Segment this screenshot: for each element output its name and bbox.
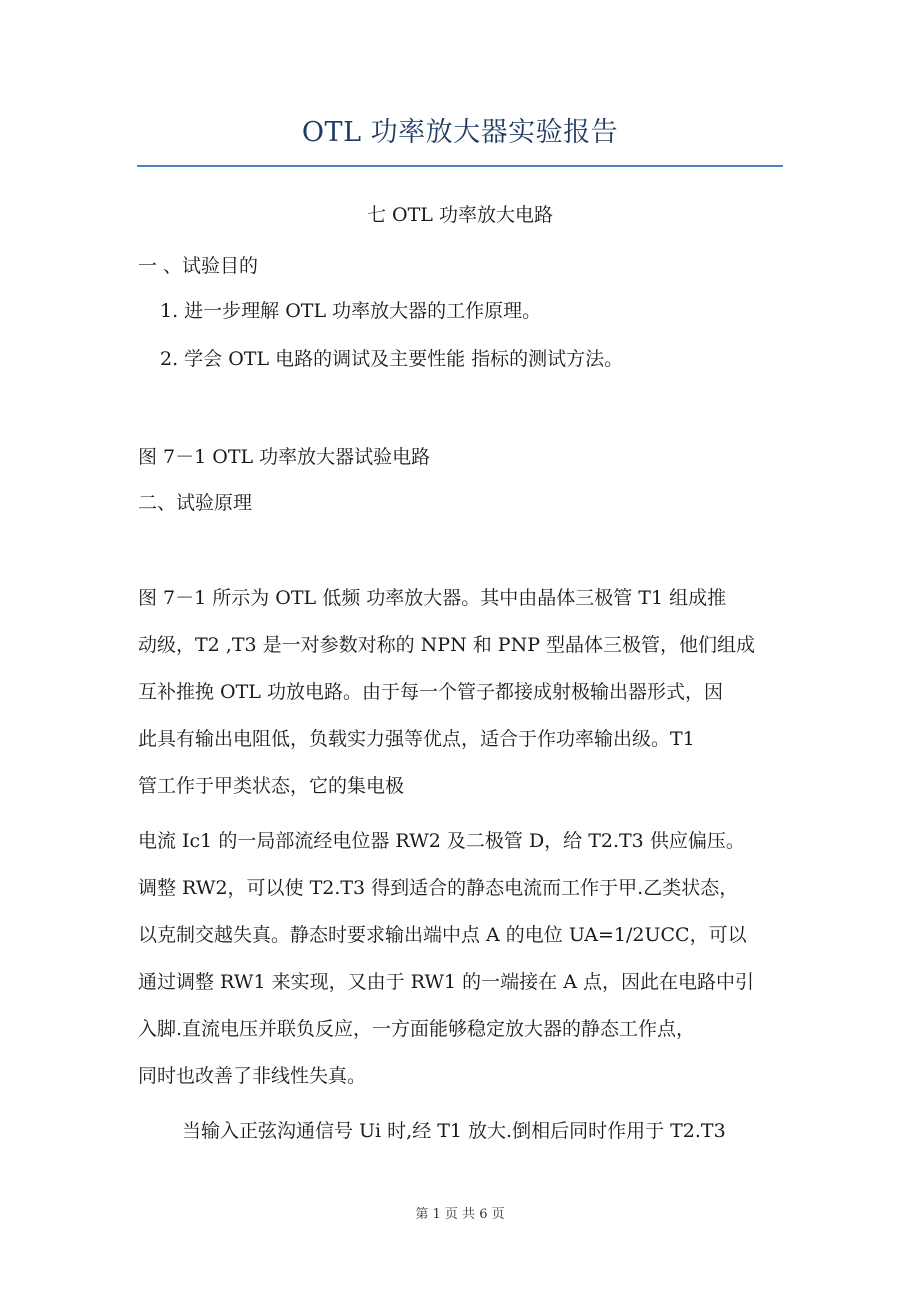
section-heading-principle: 二、试验原理	[138, 492, 253, 514]
title-underline-rule	[137, 165, 783, 167]
paragraph-1-line-1: 图 7－1 所示为 OTL 低频 功率放大器。其中由晶体三极管 T1 组成推	[138, 587, 727, 609]
paragraph-2-line-2: 调整 RW2，可以使 T2.T3 得到适合的静态电流而工作于甲.乙类状态，	[138, 877, 739, 899]
objective-item-2: 2. 学会 OTL 电路的调试及主要性能 指标的测试方法。	[160, 348, 624, 370]
objective-item-1: 1. 进一步理解 OTL 功率放大器的工作原理。	[160, 300, 542, 322]
section-heading-objectives: 一 、试验目的	[138, 255, 259, 277]
document-title: OTL 功率放大器实验报告	[301, 117, 619, 148]
paragraph-2-line-5: 入脚.直流电压并联负反应，一方面能够稳定放大器的静态工作点，	[138, 1018, 696, 1040]
page-number-footer: 第 1 页 共 6 页	[415, 1207, 505, 1222]
paragraph-2-line-3: 以克制交越失真。静态时要求输出端中点 A 的电位 UA=1/2UCC，可以	[138, 924, 747, 946]
paragraph-2-line-1: 电流 Ic1 的一局部流经电位器 RW2 及二极管 D，给 T2.T3 供应偏压。	[138, 830, 745, 852]
chapter-title: 七 OTL 功率放大电路	[367, 204, 553, 226]
paragraph-2-line-4: 通过调整 RW1 来实现，又由于 RW1 的一端接在 A 点，因此在电路中引	[138, 971, 754, 993]
paragraph-1-line-5: 管工作于甲类状态，它的集电极	[138, 775, 405, 797]
paragraph-1-line-4: 此具有输出电阻低，负载实力强等优点，适合于作功率输出级。T1	[138, 728, 695, 750]
paragraph-1-line-2: 动级，T2 ,T3 是一对参数对称的 NPN 和 PNP 型晶体三极管，他们组成	[138, 634, 756, 656]
figure-caption: 图 7－1 OTL 功率放大器试验电路	[138, 446, 431, 468]
paragraph-3-line-1: 当输入正弦沟通信号 Ui 时,经 T1 放大.倒相后同时作用于 T2.T3	[182, 1120, 726, 1142]
paragraph-2-line-6: 同时也改善了非线性失真。	[138, 1065, 367, 1087]
paragraph-1-line-3: 互补推挽 OTL 功放电路。由于每一个管子都接成射极输出器形式，因	[138, 681, 723, 703]
